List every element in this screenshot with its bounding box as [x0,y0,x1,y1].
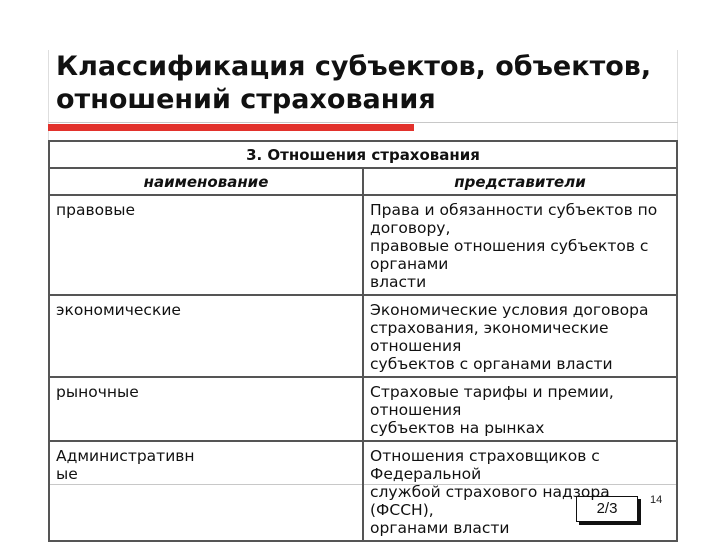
table-row [49,377,677,441]
page-indicator: 2/3 [576,496,638,522]
title-accent-bar [48,124,414,131]
row-text-line: правовые отношения субъектов с органами [370,237,649,273]
slide-number: 14 [650,494,663,506]
row-text-line: субъектов с органами власти [370,355,613,373]
table-row [49,441,677,541]
title-line-2: отношений страхования [56,84,436,115]
title-rule [48,122,678,123]
row-text-line: органами власти [370,519,510,537]
table-header-row [49,168,677,195]
row-text-line: субъектов на рынках [370,419,545,437]
table-caption: 3. Отношения страхования [49,141,677,168]
table-row [49,195,677,295]
header-representatives: представители [363,168,677,195]
title-line-1: Классификация субъектов, объектов, [56,51,652,82]
row-name-line: Административн [56,447,195,465]
row-name: рыночные [49,377,363,441]
row-name: экономические [49,295,363,377]
table-caption-row [49,141,677,168]
row-representatives [363,441,677,541]
row-text-line: Права и обязанности субъектов по договору, [370,201,658,237]
slide-title [56,50,696,116]
row-representatives [363,295,677,377]
table-row [49,295,677,377]
row-name-line: ые [56,465,78,483]
row-text-line: Экономические условия договора [370,301,649,319]
row-representatives [363,377,677,441]
relations-table [48,140,678,542]
row-text-line: Отношения страховщиков с Федеральной [370,447,600,483]
row-representatives [363,195,677,295]
row-name: правовые [49,195,363,295]
header-name: наименование [49,168,363,195]
row-name [49,441,363,541]
row-text-line: страхования, экономические отношения [370,319,609,355]
row-text-line: Страховые тарифы и премии, отношения [370,383,614,419]
row-text-line: власти [370,273,427,291]
row-text-line: службой страхового надзора (ФССН), [370,483,610,519]
